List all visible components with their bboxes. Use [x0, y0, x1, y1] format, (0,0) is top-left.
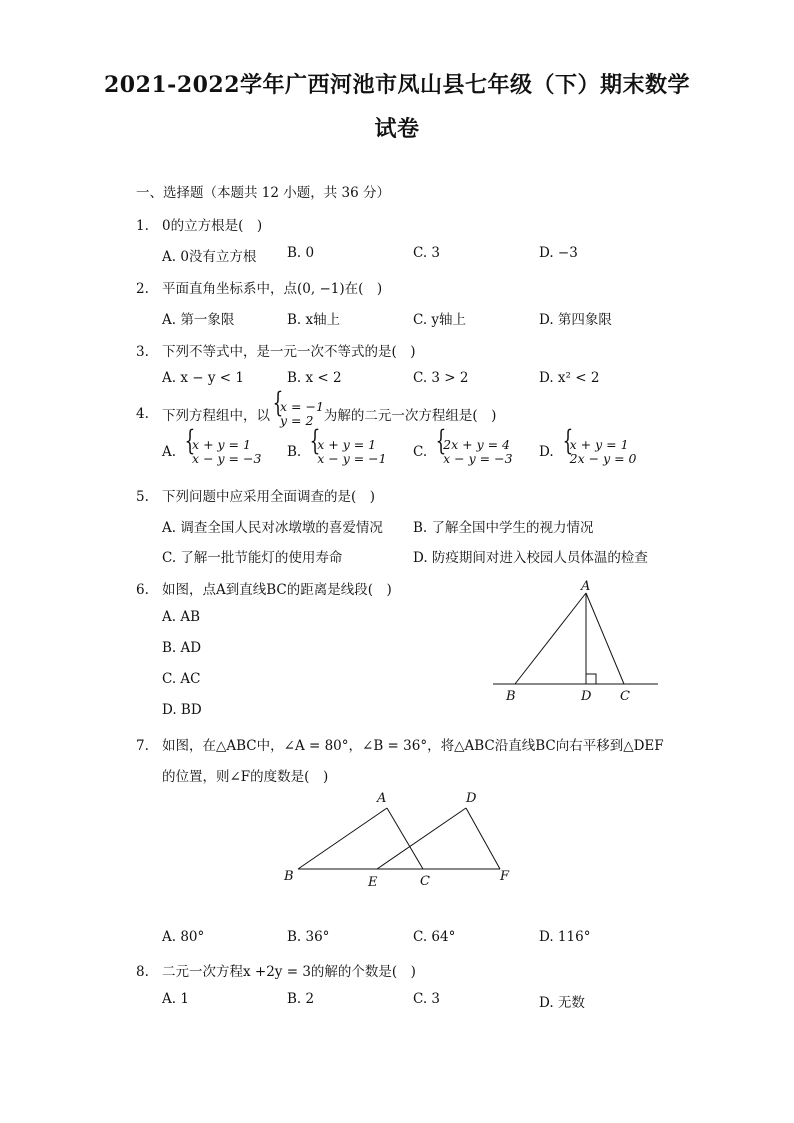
- q5-option-c[interactable]: C. 了解一批节能灯的使用寿命: [162, 550, 343, 566]
- q5-option-b[interactable]: B. 了解全国中学生的视力情况: [413, 520, 594, 536]
- label-b: B: [284, 869, 294, 884]
- segment-ac: [586, 593, 624, 684]
- exam-title-line1: 2021-2022学年广西河池市凤山县七年级（下）期末数学: [103, 72, 691, 98]
- q2-option-a[interactable]: A. 第一象限: [162, 312, 235, 328]
- label-a: A: [581, 579, 591, 594]
- q6-option-c[interactable]: C. AC: [162, 671, 201, 687]
- question-text: 二元一次方程x +2y = 3的解的个数是( ): [162, 964, 416, 980]
- q8-option-a[interactable]: A. 1: [162, 991, 189, 1007]
- q5-option-a[interactable]: A. 调查全国人民对冰墩墩的喜爱情况: [162, 520, 383, 536]
- q3-option-c[interactable]: C. 3 > 2: [413, 370, 469, 386]
- q6-option-d[interactable]: D. BD: [162, 702, 202, 718]
- q4-option-b[interactable]: B. { x + y = 1 x − y = −1: [287, 438, 387, 466]
- label-d: D: [581, 689, 592, 704]
- q3-option-d[interactable]: D. x² < 2: [539, 370, 600, 386]
- label-a: A: [377, 791, 387, 806]
- q7-option-a[interactable]: A. 80°: [162, 929, 205, 945]
- question-number: 3.: [136, 344, 149, 360]
- solution-system: { x = −1 y = 2: [270, 400, 324, 428]
- q7-option-b[interactable]: B. 36°: [287, 929, 330, 945]
- question-number: 6.: [136, 582, 149, 598]
- question-5: [136, 485, 375, 505]
- question-7-line2: 的位置，则∠F的度数是( ): [162, 769, 329, 785]
- q5-option-d[interactable]: D. 防疫期间对进入校园人员体温的检查: [413, 550, 648, 566]
- question-text: 如图，点A到直线BC的距离是线段( ): [162, 582, 392, 598]
- q2-option-b[interactable]: B. x轴上: [287, 312, 341, 328]
- question-number: 5.: [136, 489, 149, 505]
- q1-option-d[interactable]: D. −3: [539, 245, 578, 261]
- section-heading: 一、选择题（本题共 12 小题，共 36 分）: [136, 185, 391, 201]
- exam-title-line2: 试卷: [374, 116, 420, 142]
- question-text: 下列不等式中，是一元一次不等式的是( ): [162, 344, 416, 360]
- q3-option-b[interactable]: B. x < 2: [287, 370, 342, 386]
- label-f: F: [500, 869, 510, 884]
- label-e: E: [368, 875, 378, 890]
- q8-option-b[interactable]: B. 2: [287, 991, 315, 1007]
- right-angle-mark: [586, 674, 596, 684]
- question-number: 4.: [136, 406, 149, 422]
- q8-option-c[interactable]: C. 3: [413, 991, 441, 1007]
- q1-option-b[interactable]: B. 0: [287, 245, 315, 261]
- q2-option-c[interactable]: C. y轴上: [413, 312, 467, 328]
- question-8: [136, 960, 416, 980]
- question-1: [136, 214, 262, 234]
- question-text-after: 为解的二元一次方程组是( ): [323, 408, 497, 424]
- q3-option-a[interactable]: A. x − y < 1: [162, 370, 244, 386]
- question-number: 7.: [136, 738, 149, 754]
- label-b: B: [506, 689, 516, 704]
- question-7: [136, 734, 664, 754]
- question-text-before: 下列方程组中，以: [162, 408, 270, 424]
- label-d: D: [466, 791, 477, 806]
- segment-df: [466, 808, 500, 869]
- q6-option-a[interactable]: A. AB: [162, 609, 201, 625]
- q7-figure: [280, 788, 520, 890]
- q4-option-a[interactable]: A. { x + y = 1 x − y = −3: [162, 438, 261, 466]
- segment-ac: [387, 808, 423, 869]
- question-6: [136, 578, 392, 598]
- q1-option-c[interactable]: C. 3: [413, 245, 441, 261]
- question-3: [136, 340, 416, 360]
- question-text: 如图，在△ABC中，∠A = 80°，∠B = 36°，将△ABC沿直线BC向右平移到△DEF: [162, 738, 664, 754]
- q8-option-d[interactable]: D. 无数: [539, 995, 585, 1011]
- segment-ed: [377, 808, 466, 869]
- q6-option-b[interactable]: B. AD: [162, 640, 202, 656]
- q2-option-d[interactable]: D. 第四象限: [539, 312, 612, 328]
- question-2: [136, 277, 382, 297]
- label-c: C: [420, 874, 430, 889]
- q6-figure: [488, 575, 663, 710]
- segment-ba: [298, 808, 387, 869]
- q7-option-c[interactable]: C. 64°: [413, 929, 456, 945]
- q1-option-a[interactable]: A. 0没有立方根: [162, 249, 257, 265]
- question-number: 2.: [136, 281, 149, 297]
- question-number: 8.: [136, 964, 149, 980]
- question-text: 0的立方根是( ): [162, 218, 263, 234]
- question-number: 1.: [136, 218, 149, 234]
- question-text: 下列问题中应采用全面调查的是( ): [162, 489, 376, 505]
- question-text: 平面直角坐标系中，点(0, −1)在( ): [162, 281, 383, 297]
- segment-ab: [515, 593, 586, 684]
- q4-option-c[interactable]: C. { 2x + y = 4 x − y = −3: [413, 438, 513, 466]
- q7-option-d[interactable]: D. 116°: [539, 929, 591, 945]
- q4-option-d[interactable]: D. { x + y = 1 2x − y = 0: [539, 438, 637, 466]
- label-c: C: [620, 689, 630, 704]
